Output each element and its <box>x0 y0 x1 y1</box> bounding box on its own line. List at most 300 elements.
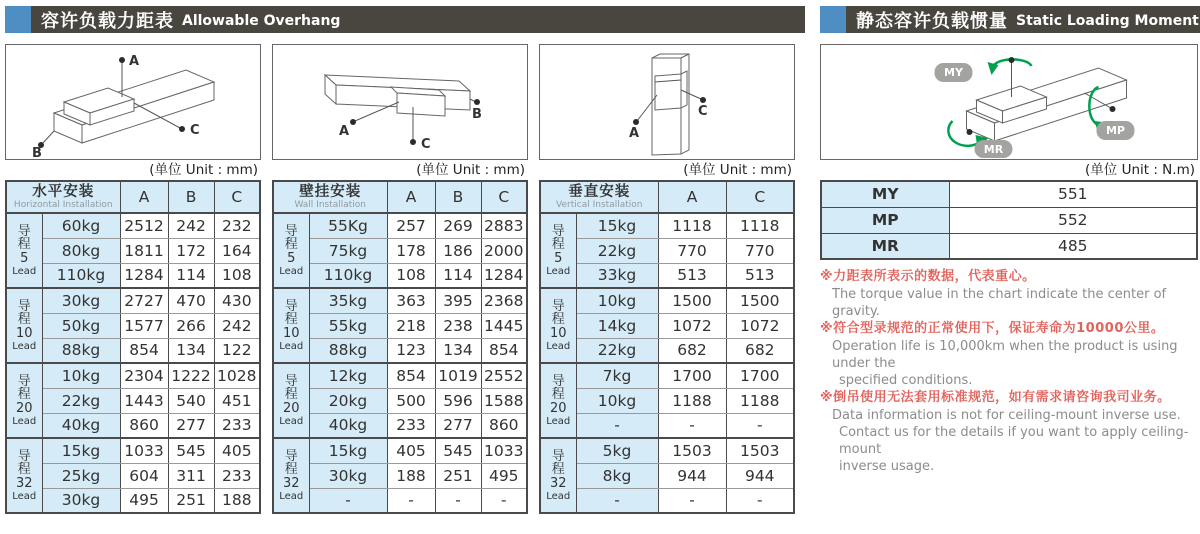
installation-name-zh: 壁挂安装 <box>299 184 362 200</box>
data-value: 134 <box>435 338 481 363</box>
moment-table <box>820 180 1198 260</box>
table-row <box>540 363 794 388</box>
lead-word: Lead <box>546 265 571 277</box>
horizontal-table-container <box>5 180 261 514</box>
table-row <box>6 338 260 363</box>
data-value: 860 <box>481 413 527 438</box>
installation-header <box>273 181 387 213</box>
load-value: 10kg <box>576 288 658 313</box>
point-c-marker <box>179 126 185 132</box>
load-value: 50kg <box>42 313 120 338</box>
lead-number: 20 <box>15 400 33 416</box>
data-value: 188 <box>214 488 260 513</box>
table-row <box>273 338 527 363</box>
point-c-marker <box>700 97 706 103</box>
table-row <box>273 463 527 488</box>
data-value: 1577 <box>120 313 168 338</box>
table-row <box>540 213 794 238</box>
lead-number: 20 <box>549 400 567 416</box>
data-value: 770 <box>726 238 794 263</box>
data-value: 682 <box>658 338 726 363</box>
table-row <box>273 413 527 438</box>
load-value: 33kg <box>576 263 658 288</box>
data-value: 395 <box>435 288 481 313</box>
load-value: 22kg <box>576 238 658 263</box>
data-value: 405 <box>387 438 435 463</box>
installation-name-en: Horizontal Installation <box>13 200 113 210</box>
table-row <box>821 207 1197 233</box>
table-row <box>540 338 794 363</box>
table-row <box>540 263 794 288</box>
lead-number: 32 <box>15 475 33 491</box>
load-value: - <box>576 488 658 513</box>
unit-caption: (单位 Unit : mm) <box>683 162 792 178</box>
data-value: 1222 <box>168 363 214 388</box>
lead-number: 32 <box>549 475 567 491</box>
lead-number: 10 <box>549 325 567 341</box>
data-value: 1500 <box>726 288 794 313</box>
moment-row-value: 551 <box>949 181 1197 207</box>
moment-row-value: 485 <box>949 233 1197 259</box>
data-value: 854 <box>120 338 168 363</box>
my-axis-point <box>1009 57 1015 63</box>
accent-square <box>820 6 846 33</box>
table-row <box>6 313 260 338</box>
column-header: C <box>726 181 794 213</box>
data-value: 2304 <box>120 363 168 388</box>
data-value: 233 <box>214 413 260 438</box>
lead-label: 导 程 5 Lead <box>6 213 42 288</box>
lead-word: Lead <box>12 265 37 277</box>
point-a-marker <box>119 57 125 63</box>
table-row <box>821 181 1197 207</box>
data-value: 470 <box>168 288 214 313</box>
lead-number: 5 <box>287 250 296 266</box>
load-value: 60kg <box>42 213 120 238</box>
load-value: 22kg <box>42 388 120 413</box>
table-row <box>821 233 1197 259</box>
data-value: 682 <box>726 338 794 363</box>
data-value: 218 <box>387 313 435 338</box>
data-value: 269 <box>435 213 481 238</box>
load-value: 8kg <box>576 463 658 488</box>
wall-table-container <box>272 180 528 514</box>
data-value: 1284 <box>120 263 168 288</box>
column-header: A <box>120 181 168 213</box>
table-row <box>6 213 260 238</box>
data-value: - <box>658 488 726 513</box>
data-value: 1700 <box>726 363 794 388</box>
data-value: 1443 <box>120 388 168 413</box>
moment-row-label: MR <box>821 233 949 259</box>
load-value: 80kg <box>42 238 120 263</box>
rail-drawing <box>325 75 470 116</box>
load-value: 25kg <box>42 463 120 488</box>
section-title-zh: 静态容许负载惯量 <box>856 10 1008 32</box>
overhang-table <box>272 180 528 514</box>
load-value: 10kg <box>42 363 120 388</box>
data-value: 495 <box>120 488 168 513</box>
horizontal-installation-column <box>5 44 261 514</box>
table-row <box>273 238 527 263</box>
data-value: - <box>726 488 794 513</box>
table-row <box>540 413 794 438</box>
load-value: 30kg <box>42 288 120 313</box>
installation-name-en: Wall Installation <box>294 200 367 210</box>
overhang-table <box>539 180 795 514</box>
column-header: C <box>214 181 260 213</box>
data-value: 770 <box>658 238 726 263</box>
data-value: 944 <box>726 463 794 488</box>
lead-label: 导 程 5 Lead <box>273 213 309 288</box>
overhang-table <box>5 180 261 514</box>
data-value: 405 <box>214 438 260 463</box>
data-value: 251 <box>168 488 214 513</box>
wall-installation-diagram <box>272 44 528 160</box>
unit-caption: (单位 Unit : mm) <box>416 162 525 178</box>
data-value: 134 <box>168 338 214 363</box>
note-zh: ※倒吊使用无法套用标准规范，如有需求请咨询我司业务。 <box>820 390 1171 405</box>
section-title-zh: 容许负载力距表 <box>41 10 174 32</box>
data-value: 114 <box>435 263 481 288</box>
load-value: 40kg <box>309 413 387 438</box>
load-value: 88kg <box>309 338 387 363</box>
load-value: 7kg <box>576 363 658 388</box>
section-title-en: Static Loading Moment <box>1016 12 1199 29</box>
data-value: 2000 <box>481 238 527 263</box>
table-row <box>273 213 527 238</box>
lead-label: 导 程 20 Lead <box>540 363 576 438</box>
note-en: Data information is not for ceiling-mount inverse use. <box>832 408 1181 423</box>
data-value: 545 <box>168 438 214 463</box>
lead-label: 导 程 32 Lead <box>540 438 576 513</box>
installation-name-zh: 垂直安装 <box>568 184 631 200</box>
load-value: 110kg <box>42 263 120 288</box>
note <box>820 268 1198 320</box>
point-label-c: C <box>698 104 708 119</box>
data-value: - <box>435 488 481 513</box>
table-row <box>273 263 527 288</box>
load-value: 20kg <box>309 388 387 413</box>
table-row <box>540 313 794 338</box>
table-row <box>273 363 527 388</box>
data-value: 451 <box>214 388 260 413</box>
load-value: 30kg <box>309 463 387 488</box>
table-row <box>6 238 260 263</box>
note <box>820 389 1198 475</box>
lead-label: 导 程 20 Lead <box>273 363 309 438</box>
section-header-left <box>5 6 805 33</box>
note-en: Operation life is 10,000km when the product is using under the <box>832 339 1178 371</box>
load-value: 5kg <box>576 438 658 463</box>
point-a-marker <box>350 119 356 125</box>
data-value: 2368 <box>481 288 527 313</box>
lead-number: 5 <box>554 250 563 266</box>
data-value: 854 <box>387 363 435 388</box>
data-value: 233 <box>214 463 260 488</box>
table-row <box>6 363 260 388</box>
load-value: - <box>576 413 658 438</box>
accent-square <box>5 6 31 33</box>
data-value: 108 <box>214 263 260 288</box>
data-value: 2883 <box>481 213 527 238</box>
moment-diagram <box>820 44 1198 160</box>
data-value: 2727 <box>120 288 168 313</box>
data-value: - <box>726 413 794 438</box>
data-value: 2512 <box>120 213 168 238</box>
lead-label: 导 程 20 Lead <box>6 363 42 438</box>
lead-word: Lead <box>279 415 304 427</box>
data-value: 186 <box>435 238 481 263</box>
vertical-installation-diagram <box>539 44 795 160</box>
installation-name-zh: 水平安装 <box>32 184 95 200</box>
data-value: 430 <box>214 288 260 313</box>
data-value: 122 <box>214 338 260 363</box>
data-value: 1072 <box>726 313 794 338</box>
lead-label: 导 程 10 Lead <box>6 288 42 363</box>
load-value: 30kg <box>42 488 120 513</box>
data-value: 1033 <box>120 438 168 463</box>
data-value: 1588 <box>481 388 527 413</box>
load-value: 55Kg <box>309 213 387 238</box>
note-en: inverse usage. <box>839 459 935 474</box>
point-a-marker <box>633 119 639 125</box>
table-row <box>6 413 260 438</box>
vertical-installation-column <box>539 44 795 514</box>
table-row <box>540 388 794 413</box>
data-value: 1503 <box>726 438 794 463</box>
installation-header <box>540 181 658 213</box>
data-value: 188 <box>387 463 435 488</box>
data-value: 277 <box>435 413 481 438</box>
load-value: 14kg <box>576 313 658 338</box>
mr-axis-point <box>967 129 973 135</box>
installation-header <box>6 181 120 213</box>
data-value: 238 <box>435 313 481 338</box>
table-row <box>540 238 794 263</box>
table-row <box>6 388 260 413</box>
data-value: 513 <box>658 263 726 288</box>
data-value: 1033 <box>481 438 527 463</box>
data-value: 164 <box>214 238 260 263</box>
vertical-table-container <box>539 180 795 514</box>
lead-word: Lead <box>546 340 571 352</box>
point-b-marker <box>474 99 480 105</box>
lead-number: 5 <box>20 250 29 266</box>
note <box>820 320 1198 389</box>
point-label-b: B <box>32 146 42 159</box>
table-row <box>273 488 527 513</box>
table-row <box>6 288 260 313</box>
load-value: 10kg <box>576 388 658 413</box>
data-value: 232 <box>214 213 260 238</box>
data-value: 545 <box>435 438 481 463</box>
data-value: 1445 <box>481 313 527 338</box>
data-value: 178 <box>387 238 435 263</box>
notes-block <box>820 268 1198 475</box>
lead-word: Lead <box>12 340 37 352</box>
lead-word: Lead <box>12 490 37 502</box>
point-c-marker <box>410 139 416 145</box>
note-en: The torque value in the chart indicate the center of gravity. <box>832 287 1167 319</box>
section-header-right <box>820 6 1198 33</box>
lead-number: 20 <box>282 400 300 416</box>
data-value: 1700 <box>658 363 726 388</box>
load-value: - <box>309 488 387 513</box>
data-value: 540 <box>168 388 214 413</box>
table-row <box>6 488 260 513</box>
table-row <box>273 388 527 413</box>
load-value: 35kg <box>309 288 387 313</box>
data-value: 242 <box>214 313 260 338</box>
table-row <box>6 438 260 463</box>
wall-diagram-svg <box>273 45 527 159</box>
data-value: 1118 <box>658 213 726 238</box>
note-en: specified conditions. <box>839 373 973 388</box>
table-row <box>6 263 260 288</box>
data-value: 242 <box>168 213 214 238</box>
moment-row-value: 552 <box>949 207 1197 233</box>
data-value: 944 <box>658 463 726 488</box>
table-row <box>273 288 527 313</box>
data-value: 854 <box>481 338 527 363</box>
moment-row-label: MY <box>821 181 949 207</box>
load-value: 15kg <box>309 438 387 463</box>
rail-drawing <box>652 54 689 155</box>
data-value: 266 <box>168 313 214 338</box>
data-value: 251 <box>435 463 481 488</box>
table-row <box>273 313 527 338</box>
lead-word: Lead <box>279 340 304 352</box>
load-value: 22kg <box>576 338 658 363</box>
data-value: 233 <box>387 413 435 438</box>
horizontal-diagram-svg <box>6 45 260 159</box>
lead-label: 导 程 32 Lead <box>273 438 309 513</box>
data-value: 495 <box>481 463 527 488</box>
table-row <box>6 463 260 488</box>
column-header: B <box>435 181 481 213</box>
data-value: 257 <box>387 213 435 238</box>
data-value: 1019 <box>435 363 481 388</box>
moment-row-label: MP <box>821 207 949 233</box>
data-value: 1118 <box>726 213 794 238</box>
point-label-c: C <box>421 137 431 152</box>
lead-word: Lead <box>12 415 37 427</box>
section-title-en: Allowable Overhang <box>182 12 341 29</box>
lead-label: 导 程 10 Lead <box>273 288 309 363</box>
data-value: - <box>658 413 726 438</box>
lead-word: Lead <box>546 490 571 502</box>
data-value: 277 <box>168 413 214 438</box>
lead-label: 导 程 10 Lead <box>540 288 576 363</box>
load-value: 15kg <box>42 438 120 463</box>
data-value: 363 <box>387 288 435 313</box>
unit-caption: (单位 Unit : N.m) <box>1085 162 1195 178</box>
data-value: 311 <box>168 463 214 488</box>
lead-label: 导 程 5 Lead <box>540 213 576 288</box>
data-value: 1503 <box>658 438 726 463</box>
allowable-overhang-section <box>5 6 805 514</box>
load-value: 12kg <box>309 363 387 388</box>
load-value: 88kg <box>42 338 120 363</box>
static-loading-moment-section <box>820 6 1198 475</box>
table-row <box>273 438 527 463</box>
point-label-a: A <box>629 126 640 141</box>
lead-number: 32 <box>282 475 300 491</box>
my-badge-label: MY <box>944 66 963 79</box>
table-row <box>540 438 794 463</box>
note-zh: ※符合型录规范的正常使用下，保证寿命为10000公里。 <box>820 321 1165 336</box>
load-value: 55kg <box>309 313 387 338</box>
data-value: 1072 <box>658 313 726 338</box>
column-header: B <box>168 181 214 213</box>
mp-badge-label: MP <box>1105 124 1126 137</box>
lead-label: 导 程 32 Lead <box>6 438 42 513</box>
data-value: - <box>387 488 435 513</box>
column-header: A <box>658 181 726 213</box>
data-value: 596 <box>435 388 481 413</box>
wall-installation-column <box>272 44 528 514</box>
data-value: 1500 <box>658 288 726 313</box>
data-value: 1284 <box>481 263 527 288</box>
moment-table-container <box>820 180 1198 260</box>
table-row <box>540 488 794 513</box>
data-value: 114 <box>168 263 214 288</box>
column-header: C <box>481 181 527 213</box>
data-value: 108 <box>387 263 435 288</box>
lead-word: Lead <box>279 265 304 277</box>
data-value: 513 <box>726 263 794 288</box>
lead-number: 10 <box>282 325 300 341</box>
point-label-a: A <box>129 54 140 69</box>
point-label-c: C <box>190 123 200 138</box>
installation-name-en: Vertical Installation <box>556 200 643 210</box>
data-value: 1188 <box>726 388 794 413</box>
data-value: 123 <box>387 338 435 363</box>
load-value: 15kg <box>576 213 658 238</box>
table-row <box>540 288 794 313</box>
installation-columns <box>5 44 805 514</box>
mp-axis-point <box>1110 106 1116 112</box>
table-row <box>540 463 794 488</box>
lead-number: 10 <box>15 325 33 341</box>
unit-caption: (单位 Unit : mm) <box>149 162 258 178</box>
data-value: - <box>481 488 527 513</box>
mr-badge-label: MR <box>983 143 1004 156</box>
data-value: 500 <box>387 388 435 413</box>
point-label-b: B <box>472 107 482 122</box>
data-value: 2552 <box>481 363 527 388</box>
load-value: 75kg <box>309 238 387 263</box>
load-value: 110kg <box>309 263 387 288</box>
data-value: 1028 <box>214 363 260 388</box>
data-value: 1188 <box>658 388 726 413</box>
note-en: Contact us for the details if you want to apply ceiling-mount <box>839 425 1189 457</box>
lead-word: Lead <box>279 490 304 502</box>
horizontal-installation-diagram <box>5 44 261 160</box>
data-value: 860 <box>120 413 168 438</box>
column-header: A <box>387 181 435 213</box>
moment-diagram-svg <box>821 45 1197 159</box>
load-value: 40kg <box>42 413 120 438</box>
note-zh: ※力距表所表示的数据，代表重心。 <box>820 269 1036 284</box>
point-label-a: A <box>339 124 350 139</box>
lead-word: Lead <box>546 415 571 427</box>
data-value: 604 <box>120 463 168 488</box>
data-value: 1811 <box>120 238 168 263</box>
data-value: 172 <box>168 238 214 263</box>
vertical-diagram-svg <box>540 45 794 159</box>
